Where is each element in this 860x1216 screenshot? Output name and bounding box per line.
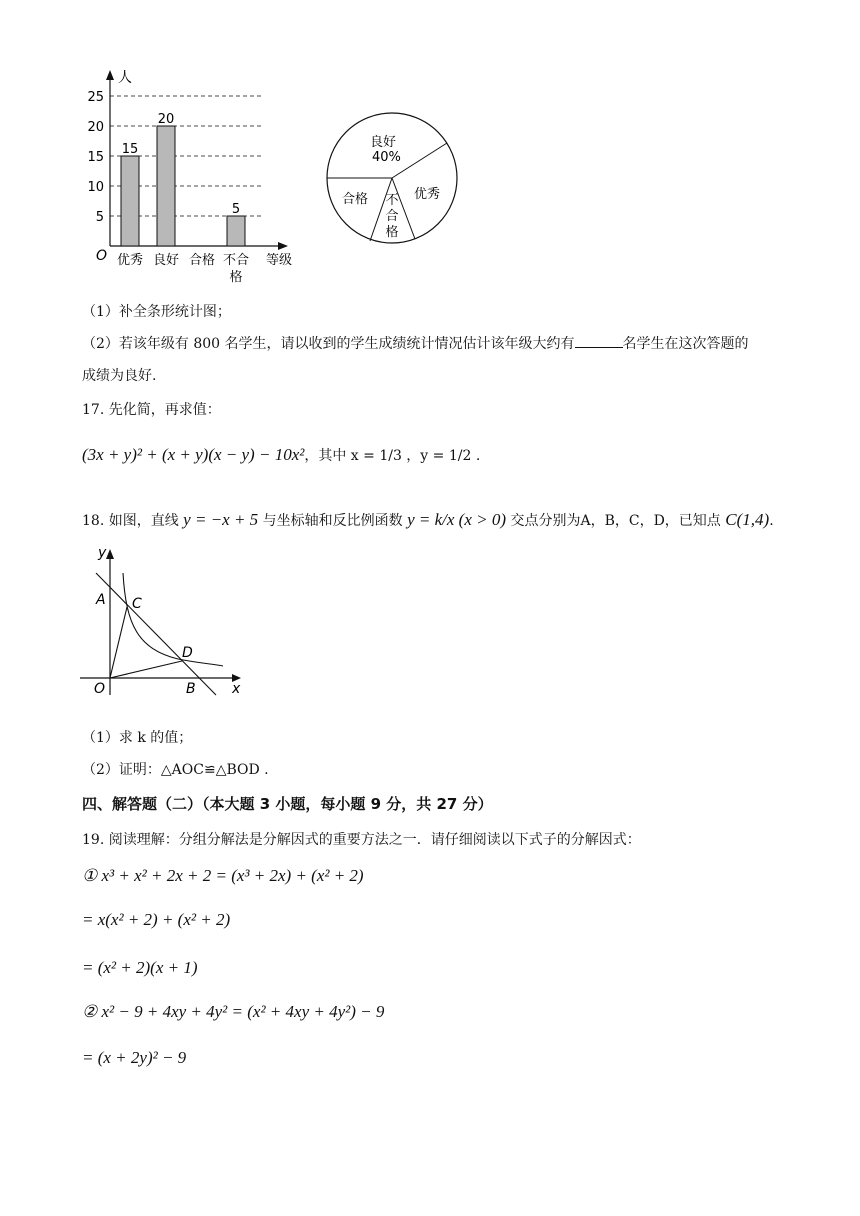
q18-end: . xyxy=(769,513,774,529)
q18-point-c: C(1,4) xyxy=(725,510,770,529)
bar-ticks xyxy=(87,90,104,225)
y-tick-label: 15 xyxy=(87,150,104,165)
q19-line-3: = (x² + 2)(x + 1) xyxy=(82,958,198,977)
origin-label: O xyxy=(96,248,108,264)
q18-stem xyxy=(82,504,774,537)
section-heading: 四、解答题（二）（本大题 3 小题，每小题 9 分，共 27 分） xyxy=(82,795,493,813)
q17-title: 17. 先化简，再求值： xyxy=(82,402,221,418)
x-category-label: 良好 xyxy=(152,253,180,268)
q18-prefix: 18. 如图，直线 xyxy=(82,513,179,529)
bar xyxy=(157,126,175,246)
answer-blank xyxy=(575,333,623,348)
q16-part1: （1）补全条形统计图； xyxy=(82,304,231,320)
y-tick-label: 5 xyxy=(95,210,104,225)
bar xyxy=(227,216,245,246)
q17-expression: (3x + y)² + (x + y)(x − y) − 10x² xyxy=(82,445,305,464)
pie-label-excellent: 优秀 xyxy=(414,187,441,202)
x-axis-label: 等级 xyxy=(266,253,293,268)
bar-data-label: 5 xyxy=(231,202,241,217)
q18-line-equation: y = −x + 5 xyxy=(183,510,259,529)
bar-chart xyxy=(84,66,306,288)
q16-part2-b: 名学生在这次答题的 xyxy=(622,336,749,352)
q18-points: 交点分别为A，B，C，D，已知点 xyxy=(510,513,721,529)
fig-label-x: x xyxy=(232,681,241,697)
q19-line-2: = x(x² + 2) + (x² + 2) xyxy=(82,910,231,929)
pie-chart xyxy=(322,108,462,248)
y-axis-arrow xyxy=(106,70,114,80)
y-tick-label: 10 xyxy=(87,180,104,195)
q16-part2-a: （2）若该年级有 800 名学生，请以收到的学生成绩统计情况估计该年级大约有 xyxy=(82,336,575,352)
q18-mid: 与坐标轴和反比例函数 xyxy=(262,513,403,529)
q16-part2-cont: 成绩为良好. xyxy=(82,368,157,384)
x-category-label: 不合格 xyxy=(222,253,250,285)
pie-value-good: 40% xyxy=(372,150,401,165)
bar-marks xyxy=(121,112,245,246)
y-tick-label: 20 xyxy=(87,120,104,135)
fig-label-d: D xyxy=(182,645,193,661)
q18-part2: （2）证明：△AOC≌△BOD . xyxy=(82,762,269,778)
x-category-label: 合格 xyxy=(188,253,216,268)
q17-condition: ，其中 x = 1/3 ，y = 1/2 . xyxy=(304,448,481,464)
pie-label-good: 良好 xyxy=(370,135,397,150)
bar xyxy=(121,156,139,246)
pie-label-fail: 不合格 xyxy=(385,193,399,240)
q18-figure xyxy=(78,545,248,705)
q17-expression-line xyxy=(82,438,480,473)
q19-line-5: = (x + 2y)² − 9 xyxy=(82,1048,187,1067)
fig-segment-oc xyxy=(110,607,127,678)
fig-segment-od xyxy=(110,661,182,678)
fig-label-b: B xyxy=(186,681,196,697)
q19-line-1: ① x³ + x² + 2x + 2 = (x³ + 2x) + (x² + 2) xyxy=(82,866,364,885)
y-tick-label: 25 xyxy=(87,90,104,105)
fig-y-arrow xyxy=(106,549,114,559)
q19-intro: 19. 阅读理解：分组分解法是分解因式的重要方法之一．请仔细阅读以下式子的分解因式： xyxy=(82,832,641,848)
fig-label-o: O xyxy=(94,681,106,697)
bar-categories xyxy=(117,252,249,285)
q18-part1: （1）求 k 的值； xyxy=(82,730,193,746)
fig-label-y: y xyxy=(98,545,107,561)
q18-function: y = k/x (x > 0) xyxy=(407,510,507,529)
x-axis-arrow xyxy=(278,242,288,250)
fig-label-c: C xyxy=(132,596,142,612)
fig-label-a: A xyxy=(96,592,106,608)
x-category-label: 优秀 xyxy=(116,253,144,268)
bar-data-label: 15 xyxy=(121,142,139,157)
pie-label-pass: 合格 xyxy=(342,192,369,207)
q19-line-4: ② x² − 9 + 4xy + 4y² = (x² + 4xy + 4y²) − 9 xyxy=(82,1002,385,1021)
y-axis-label: 人 xyxy=(118,70,132,86)
bar-data-label: 20 xyxy=(157,112,175,127)
q16-part2 xyxy=(82,333,749,354)
